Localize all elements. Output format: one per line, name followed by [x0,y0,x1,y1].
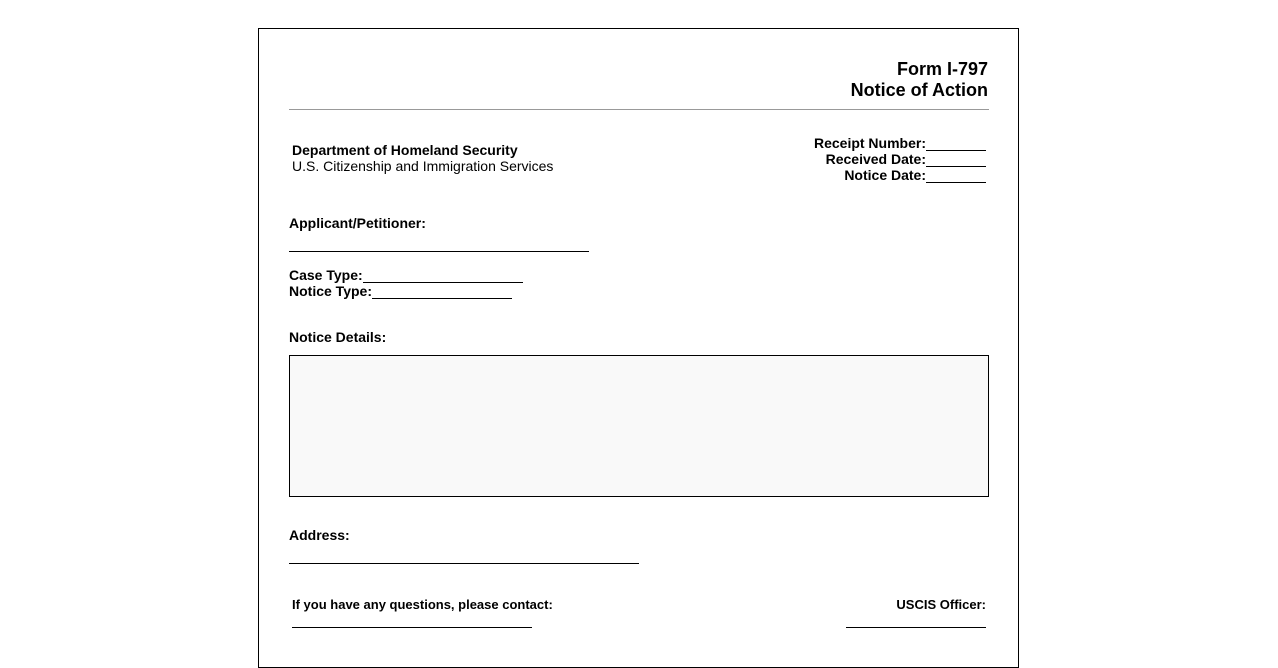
notice-date-label: Notice Date: [844,167,926,183]
received-date-label: Received Date: [825,151,926,167]
notice-type-row [289,283,512,299]
contact-field[interactable] [292,627,532,628]
officer-label: USCIS Officer: [896,597,986,612]
agency-block [292,142,553,174]
department-name: Department of Homeland Security [292,142,518,158]
case-type-label: Case Type: [289,267,363,283]
case-type-row [289,267,523,283]
receipt-number-label: Receipt Number: [813,135,926,151]
notice-type-field[interactable] [372,284,512,299]
service-name: U.S. Citizenship and Immigration Services [292,158,554,174]
receipt-number-field[interactable] [926,136,986,151]
applicant-field[interactable] [289,251,589,252]
applicant-label: Applicant/Petitioner: [289,215,426,231]
contact-label: If you have any questions, please contact: [292,597,553,612]
received-date-field[interactable] [926,152,986,167]
notice-type-label: Notice Type: [289,283,372,299]
notice-date-field[interactable] [926,168,986,183]
receipt-number-row [814,135,986,151]
notice-date-row [814,167,986,183]
notice-details-box[interactable] [289,355,989,497]
address-label: Address: [289,527,350,543]
officer-field[interactable] [846,627,986,628]
header-divider [289,109,989,110]
case-type-field[interactable] [363,268,523,283]
form-title: Notice of Action [850,80,988,100]
form-title-block [851,59,988,101]
form-page [258,28,1019,668]
address-field[interactable] [289,563,639,564]
form-number: Form I-797 [896,59,988,79]
notice-details-label: Notice Details: [289,329,387,345]
receipt-block [814,135,986,183]
received-date-row [814,151,986,167]
